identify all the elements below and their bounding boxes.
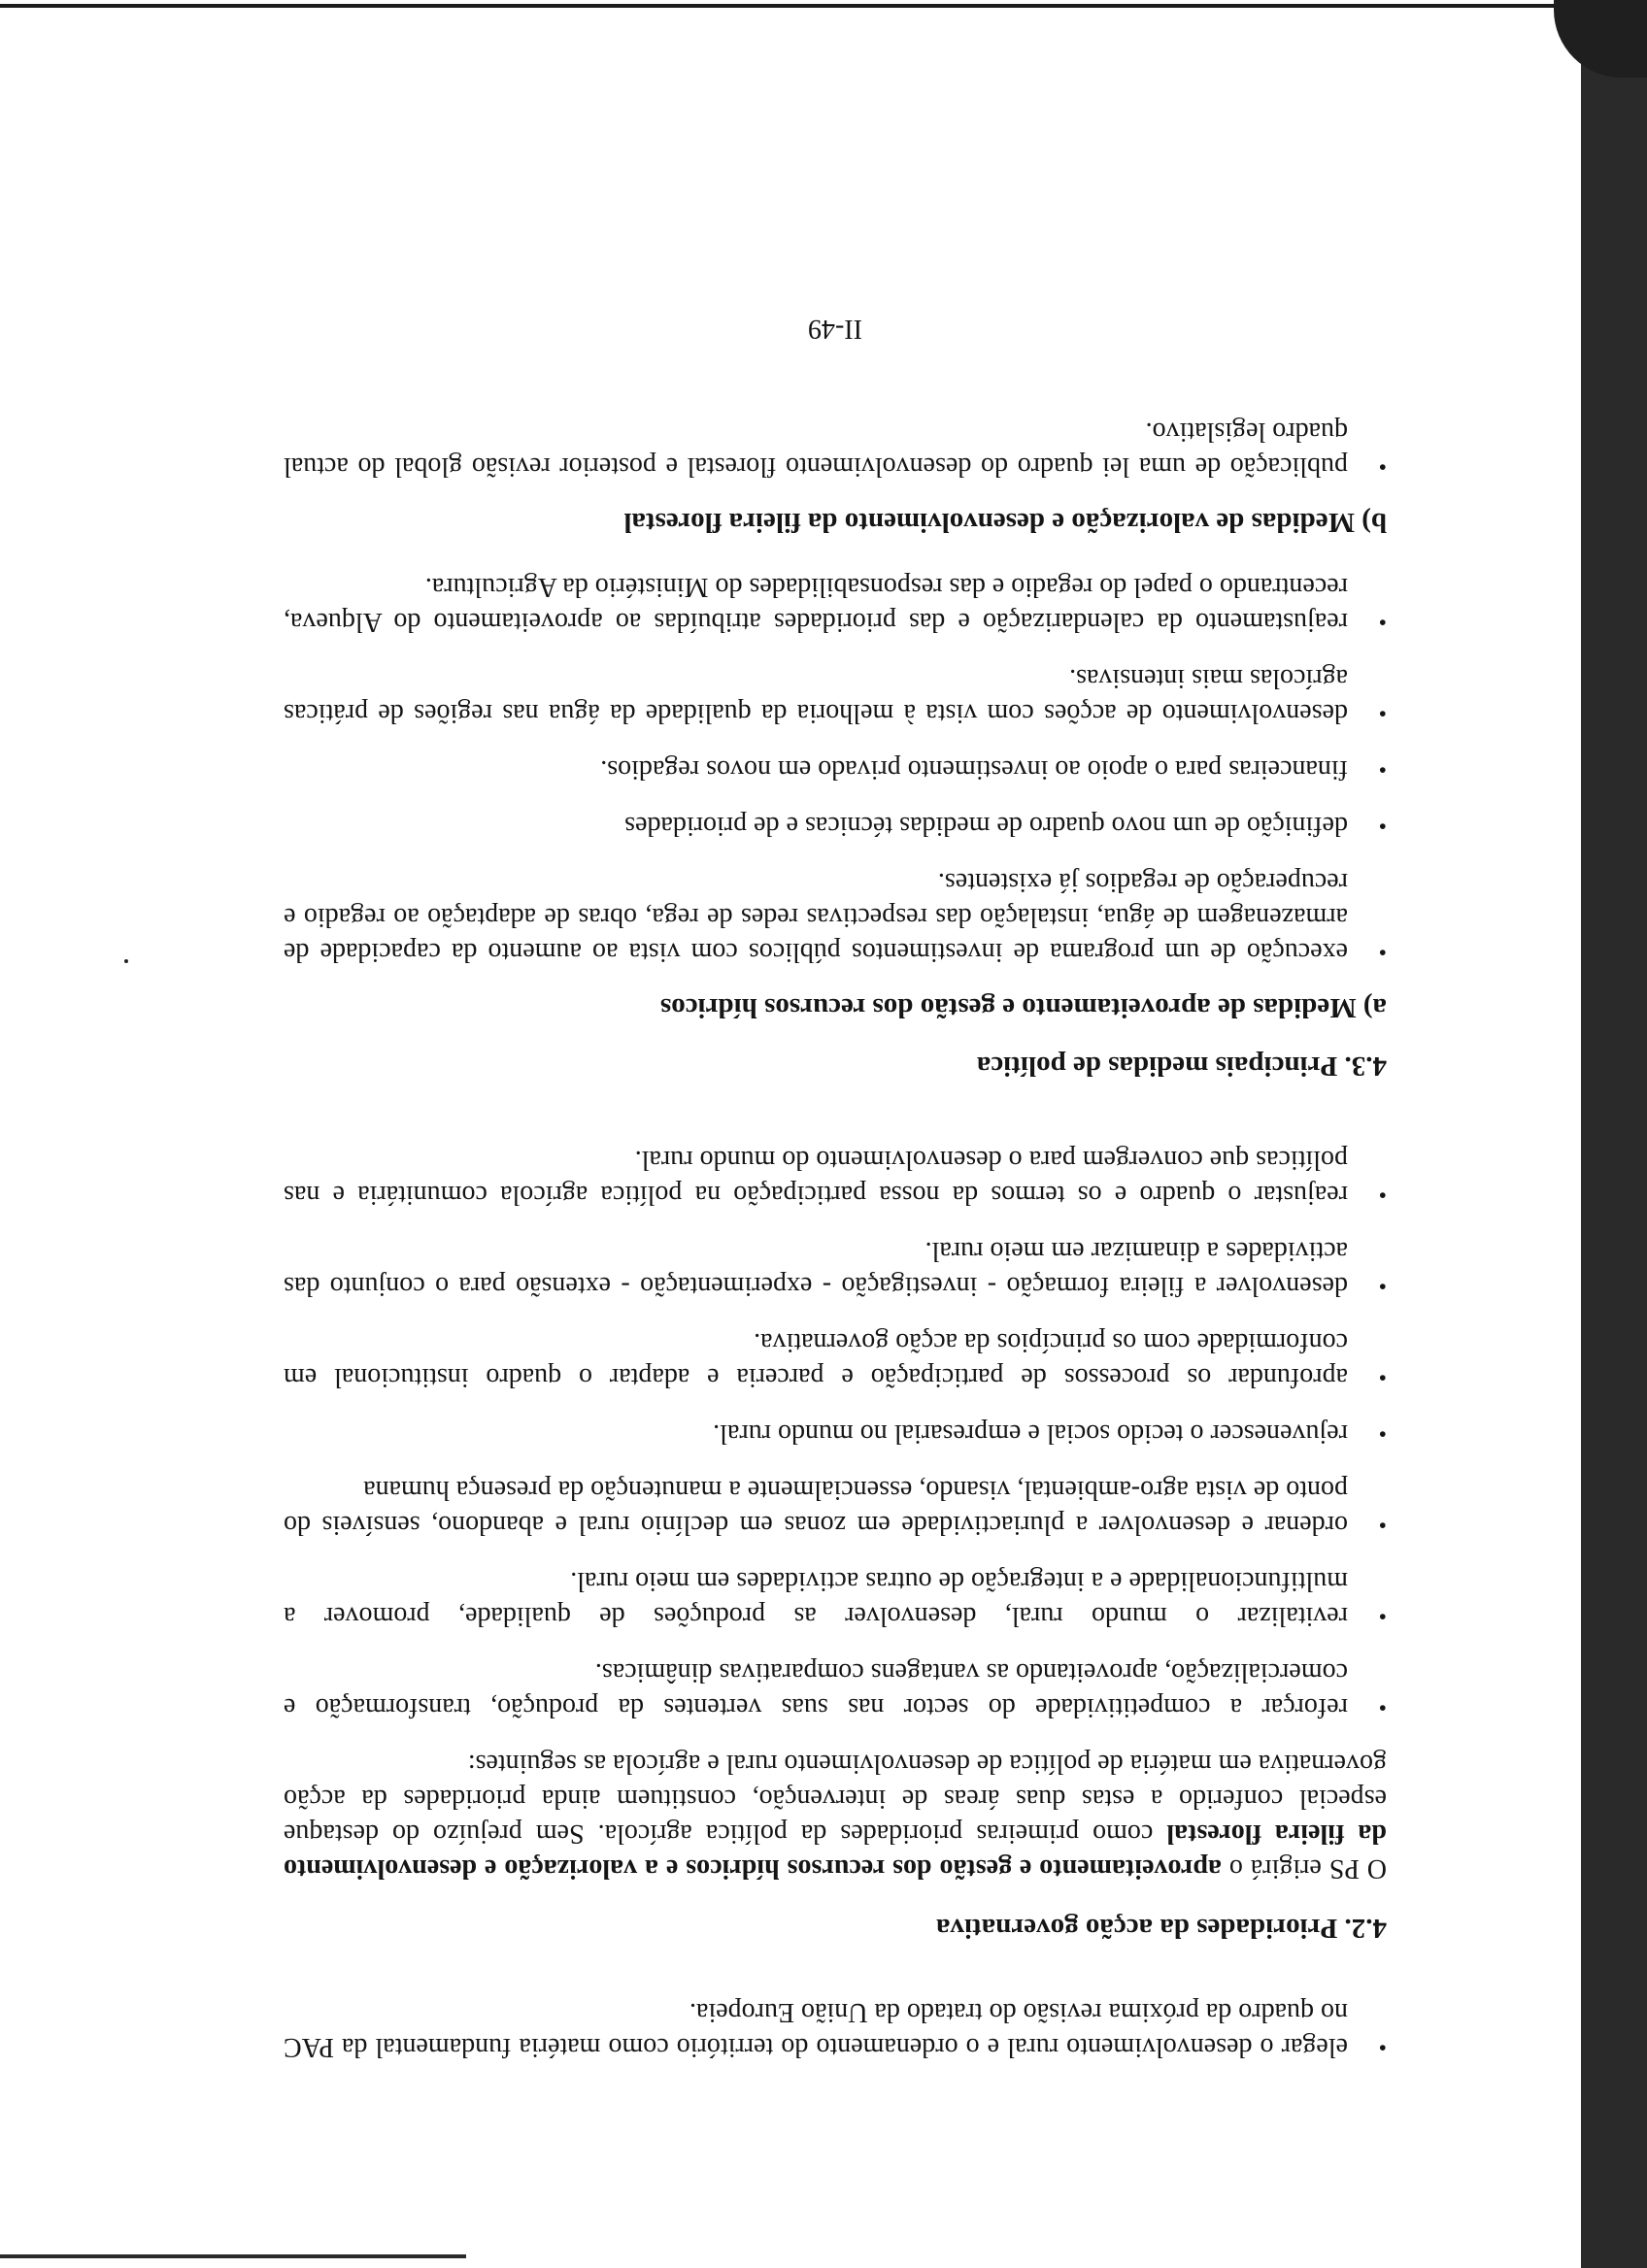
list-item bbox=[284, 569, 1387, 639]
list-item bbox=[284, 1324, 1387, 1394]
list-item bbox=[284, 1654, 1387, 1724]
list-item-text: elegar o desenvolvimento rural e o ordenamento do território como matéria fundamental da PAC no quadro da próxima revisão do tratado da União Europeia. bbox=[284, 1997, 1348, 2062]
intro-paragraph bbox=[284, 1746, 1387, 1885]
list-item bbox=[284, 751, 1387, 786]
list-item-text: revitalizar o mundo rural, desenvolver as produções de qualidade, promover a multifuncionalidade e a integração de outras actividades em meio rural. bbox=[284, 1566, 1348, 1631]
intro-bold-text: aproveitamento e gestão dos recursos hídricos e a valorização e desenvolvimento da fileira florestal bbox=[283, 1818, 1387, 1884]
subsection-heading-a: a) Medidas de aproveitamento e gestão dos recursos hídricos bbox=[659, 992, 1387, 1023]
list-item bbox=[284, 1416, 1387, 1451]
list-item bbox=[284, 1472, 1387, 1542]
section-heading-4-2: 4.2. Prioridades da acção governativa bbox=[936, 1913, 1387, 1944]
list-item bbox=[284, 660, 1387, 730]
page-content bbox=[284, 311, 1387, 2074]
list-item-text: definição de um novo quadro de medidas técnicas e de prioridades bbox=[624, 811, 1348, 841]
list-item bbox=[284, 864, 1387, 969]
list-item bbox=[284, 414, 1387, 484]
list-item-text: aprofundar os processos de participação e parceria e adaptar o quadro institucional em conformidade com os princípios da acção governativa. bbox=[284, 1327, 1348, 1392]
list-item-text: financeiras para o apoio ao investimento privado em novos regadios. bbox=[600, 754, 1348, 784]
list-item bbox=[284, 1994, 1387, 2064]
intro-text-2: como primeiras prioridades da política agrícola. Sem prejuízo do destaque especial conferido a estas duas áreas de intervenção, constituem ainda prioridades da acção governativa em matéria de política de desenvolvimento rural e agrícola as seguintes: bbox=[283, 1749, 1387, 1849]
intro-text-1: O PS erigirá o bbox=[1221, 1853, 1387, 1884]
list-item-text: reajustamento da calendarização e das prioridades atribuídas ao aproveitamento do Alqueva, recentrando o papel do regadio e das responsabilidades do Ministério da Agricultura. bbox=[284, 572, 1348, 637]
list-item bbox=[284, 808, 1387, 843]
list-item-text: desenvolver a fileira formação - investigação - experimentação - extensão para o conjunto das actividades a dinamizar em meio rural. bbox=[284, 1236, 1348, 1301]
list-item-text: desenvolvimento de acções com vista à melhoria da qualidade da água nas regiões de práticas agrícolas mais intensivas. bbox=[284, 663, 1348, 728]
list-item bbox=[284, 1563, 1387, 1633]
list-item bbox=[284, 1142, 1387, 1212]
list-item-text: ordenar e desenvolver a pluriactividade em zonas em declínio rural e abandono, sensíveis do ponto de vista agro-ambiental, visando, essencialmente a manutenção da presença humana bbox=[284, 1475, 1348, 1540]
section-heading-4-3: 4.3. Principais medidas de política bbox=[976, 1051, 1387, 1082]
list-item-text: rejuvenescer o tecido social e empresarial no mundo rural. bbox=[713, 1418, 1348, 1449]
list-item-text: publicação de uma lei quadro do desenvolvimento florestal e posterior revisão global do actual quadro legislativo. bbox=[284, 417, 1348, 482]
list-item-text: reforçar a competitividade do sector nas suas vertentes da produção, transformação e comercialização, aproveitando as vantagens comparativas dinâmicas. bbox=[284, 1657, 1348, 1722]
list-item-text: reajustar o quadro e os termos da nossa participação na política agrícola comunitária e nas políticas que convergem para o desenvolvimento do mundo rural. bbox=[284, 1145, 1348, 1210]
subsection-heading-b: b) Medidas de valorização e desenvolvimento da fileira florestal bbox=[623, 507, 1387, 538]
list-item-text: execução de um programa de investimentos públicos com vista ao aumento da capacidade de armazenagem de água, instalação das respectivas redes de rega, obras de adaptação ao regadio e recuperação de regadios já existentes. bbox=[284, 867, 1348, 967]
list-item bbox=[284, 1233, 1387, 1303]
page-number: II-49 bbox=[808, 314, 862, 344]
